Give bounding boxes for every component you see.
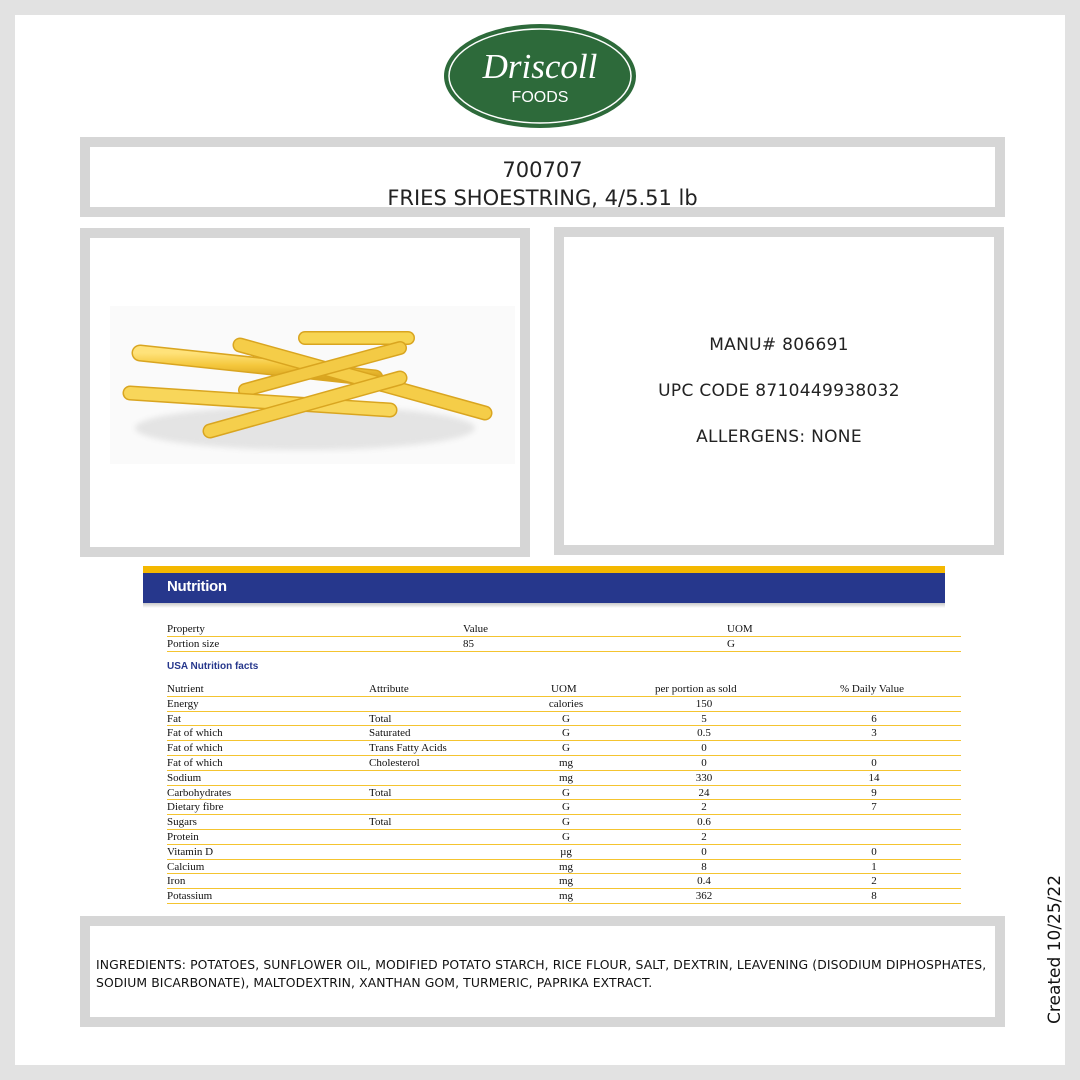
portion-row: [167, 637, 961, 652]
portion-col-value: Value: [463, 623, 489, 635]
created-date: Created 10/25/22: [1045, 874, 1065, 1024]
nutrient-uom: mg: [558, 875, 574, 888]
nutrition-row: [167, 830, 961, 845]
nutrition-table: [167, 682, 961, 904]
nutrient-daily-value: 9: [871, 786, 877, 799]
nutrient-name: Fat of which: [167, 727, 223, 740]
nutrient-name: Energy: [167, 697, 199, 710]
nutrient-attribute: Trans Fatty Acids: [369, 742, 447, 755]
logo-sub-text: FOODS: [511, 89, 569, 106]
nutrient-attribute: Total: [369, 816, 392, 829]
nutrient-amount: 24: [698, 786, 710, 799]
nutrient-amount: 0.6: [697, 816, 711, 829]
nutrient-uom: G: [562, 712, 570, 725]
nutrient-amount: 362: [695, 890, 713, 903]
nutrient-attribute: Cholesterol: [369, 756, 420, 769]
nutrient-name: Vitamin D: [167, 845, 214, 858]
col-daily-value: % Daily Value: [840, 683, 904, 695]
manufacturer-number: MANU# 806691: [709, 335, 849, 355]
nutrient-name: Fat: [167, 712, 182, 725]
nutrition-row: [167, 712, 961, 727]
nutrient-daily-value: 2: [871, 875, 877, 888]
ingredients-text: INGREDIENTS: POTATOES, SUNFLOWER OIL, MODIFIED POTATO STARCH, RICE FLOUR, SALT, DEXTRIN, LEAVENING (DISODIUM DIPHOSPHATES, SODIUM BICARBONATE), MALTODEXTRIN, XANTHAN GOM, TURMERIC, PAPRIKA EXTRACT.: [96, 957, 987, 990]
nutrient-amount: 0.4: [697, 875, 711, 888]
nutrient-name: Protein: [167, 830, 199, 843]
nutrition-row: [167, 697, 961, 712]
usa-nutrition-label: USA Nutrition facts: [167, 661, 259, 672]
nutrient-uom: µg: [560, 845, 572, 858]
nutrient-uom: G: [562, 816, 570, 829]
nutrition-header: [143, 566, 945, 603]
nutrient-attribute: Total: [369, 712, 392, 725]
nutrient-amount: 0: [701, 845, 707, 858]
nutrient-daily-value: 3: [871, 727, 877, 740]
nutrient-name: Fat of which: [167, 756, 223, 769]
nutrient-uom: mg: [558, 860, 574, 873]
product-photo-box: [80, 228, 530, 557]
nutrient-amount: 330: [695, 771, 713, 784]
nutrient-name: Sugars: [167, 816, 197, 829]
nutrition-header-row: [167, 682, 961, 697]
nutrition-row: [167, 874, 961, 889]
ingredients-box: [80, 916, 1005, 1027]
col-uom: UOM: [551, 683, 577, 695]
nutrition-row: [167, 756, 961, 771]
product-name: FRIES SHOESTRING, 4/5.51 lb: [387, 186, 698, 210]
nutrient-uom: mg: [558, 756, 574, 769]
nutrition-row: [167, 800, 961, 815]
nutrient-name: Potassium: [167, 890, 213, 903]
nutrition-row: [167, 786, 961, 801]
nutrient-amount: 2: [701, 801, 707, 814]
portion-col-property: Property: [167, 623, 205, 635]
nutrition-row: [167, 860, 961, 875]
nutrient-attribute: Saturated: [369, 727, 411, 740]
nutrient-uom: G: [562, 786, 570, 799]
col-per-portion: per portion as sold: [655, 683, 737, 695]
nutrient-uom: G: [562, 727, 570, 740]
nutrient-daily-value: 14: [868, 771, 880, 784]
col-attribute: Attribute: [369, 683, 409, 695]
nutrition-row: [167, 815, 961, 830]
product-title-box: [80, 137, 1005, 217]
portion-col-uom: UOM: [727, 623, 753, 635]
nutrient-uom: calories: [548, 697, 584, 710]
col-nutrient: Nutrient: [167, 683, 204, 695]
nutrition-panel: [143, 566, 945, 911]
logo-brand-text: Driscoll: [482, 47, 598, 86]
nutrient-uom: mg: [558, 771, 574, 784]
nutrient-daily-value: 1: [871, 860, 877, 873]
nutrient-name: Carbohydrates: [167, 786, 232, 799]
nutrient-name: Iron: [167, 875, 186, 888]
fries-image: [90, 238, 520, 547]
nutrient-daily-value: 7: [871, 801, 877, 814]
nutrient-name: Calcium: [167, 860, 205, 873]
nutrient-amount: 0.5: [697, 727, 711, 740]
nutrient-name: Sodium: [167, 771, 202, 784]
nutrient-uom: G: [562, 830, 570, 843]
allergens: ALLERGENS: NONE: [696, 427, 862, 447]
nutrient-name: Fat of which: [167, 742, 223, 755]
portion-header-row: [167, 622, 961, 637]
nutrition-row: [167, 889, 961, 904]
nutrient-amount: 150: [695, 697, 713, 710]
nutrient-uom: mg: [558, 890, 574, 903]
nutrient-amount: 5: [701, 712, 707, 725]
nutrient-amount: 2: [701, 830, 707, 843]
upc-code: UPC CODE 8710449938032: [658, 381, 900, 401]
nutrient-name: Dietary fibre: [167, 801, 224, 814]
nutrient-daily-value: 0: [871, 845, 877, 858]
portion-table: [167, 622, 961, 652]
nutrient-daily-value: 0: [871, 756, 877, 769]
nutrient-attribute: Total: [369, 786, 392, 799]
nutrition-row: [167, 845, 961, 860]
nutrient-daily-value: 6: [871, 712, 877, 725]
nutrition-row: [167, 771, 961, 786]
nutrient-amount: 8: [701, 860, 707, 873]
portion-property: Portion size: [167, 637, 220, 650]
nutrient-daily-value: 8: [871, 890, 877, 903]
nutrient-amount: 0: [701, 742, 707, 755]
nutrition-title: Nutrition: [167, 578, 227, 595]
portion-value: 85: [463, 637, 474, 650]
portion-uom: G: [727, 637, 735, 650]
driscoll-foods-logo: [440, 20, 640, 132]
product-code: 700707: [502, 158, 583, 182]
nutrition-header-shadow: [143, 603, 945, 608]
product-info-box: [554, 227, 1004, 555]
nutrient-uom: G: [562, 742, 570, 755]
nutrient-amount: 0: [701, 756, 707, 769]
nutrient-uom: G: [562, 801, 570, 814]
nutrition-row: [167, 726, 961, 741]
nutrition-row: [167, 741, 961, 756]
